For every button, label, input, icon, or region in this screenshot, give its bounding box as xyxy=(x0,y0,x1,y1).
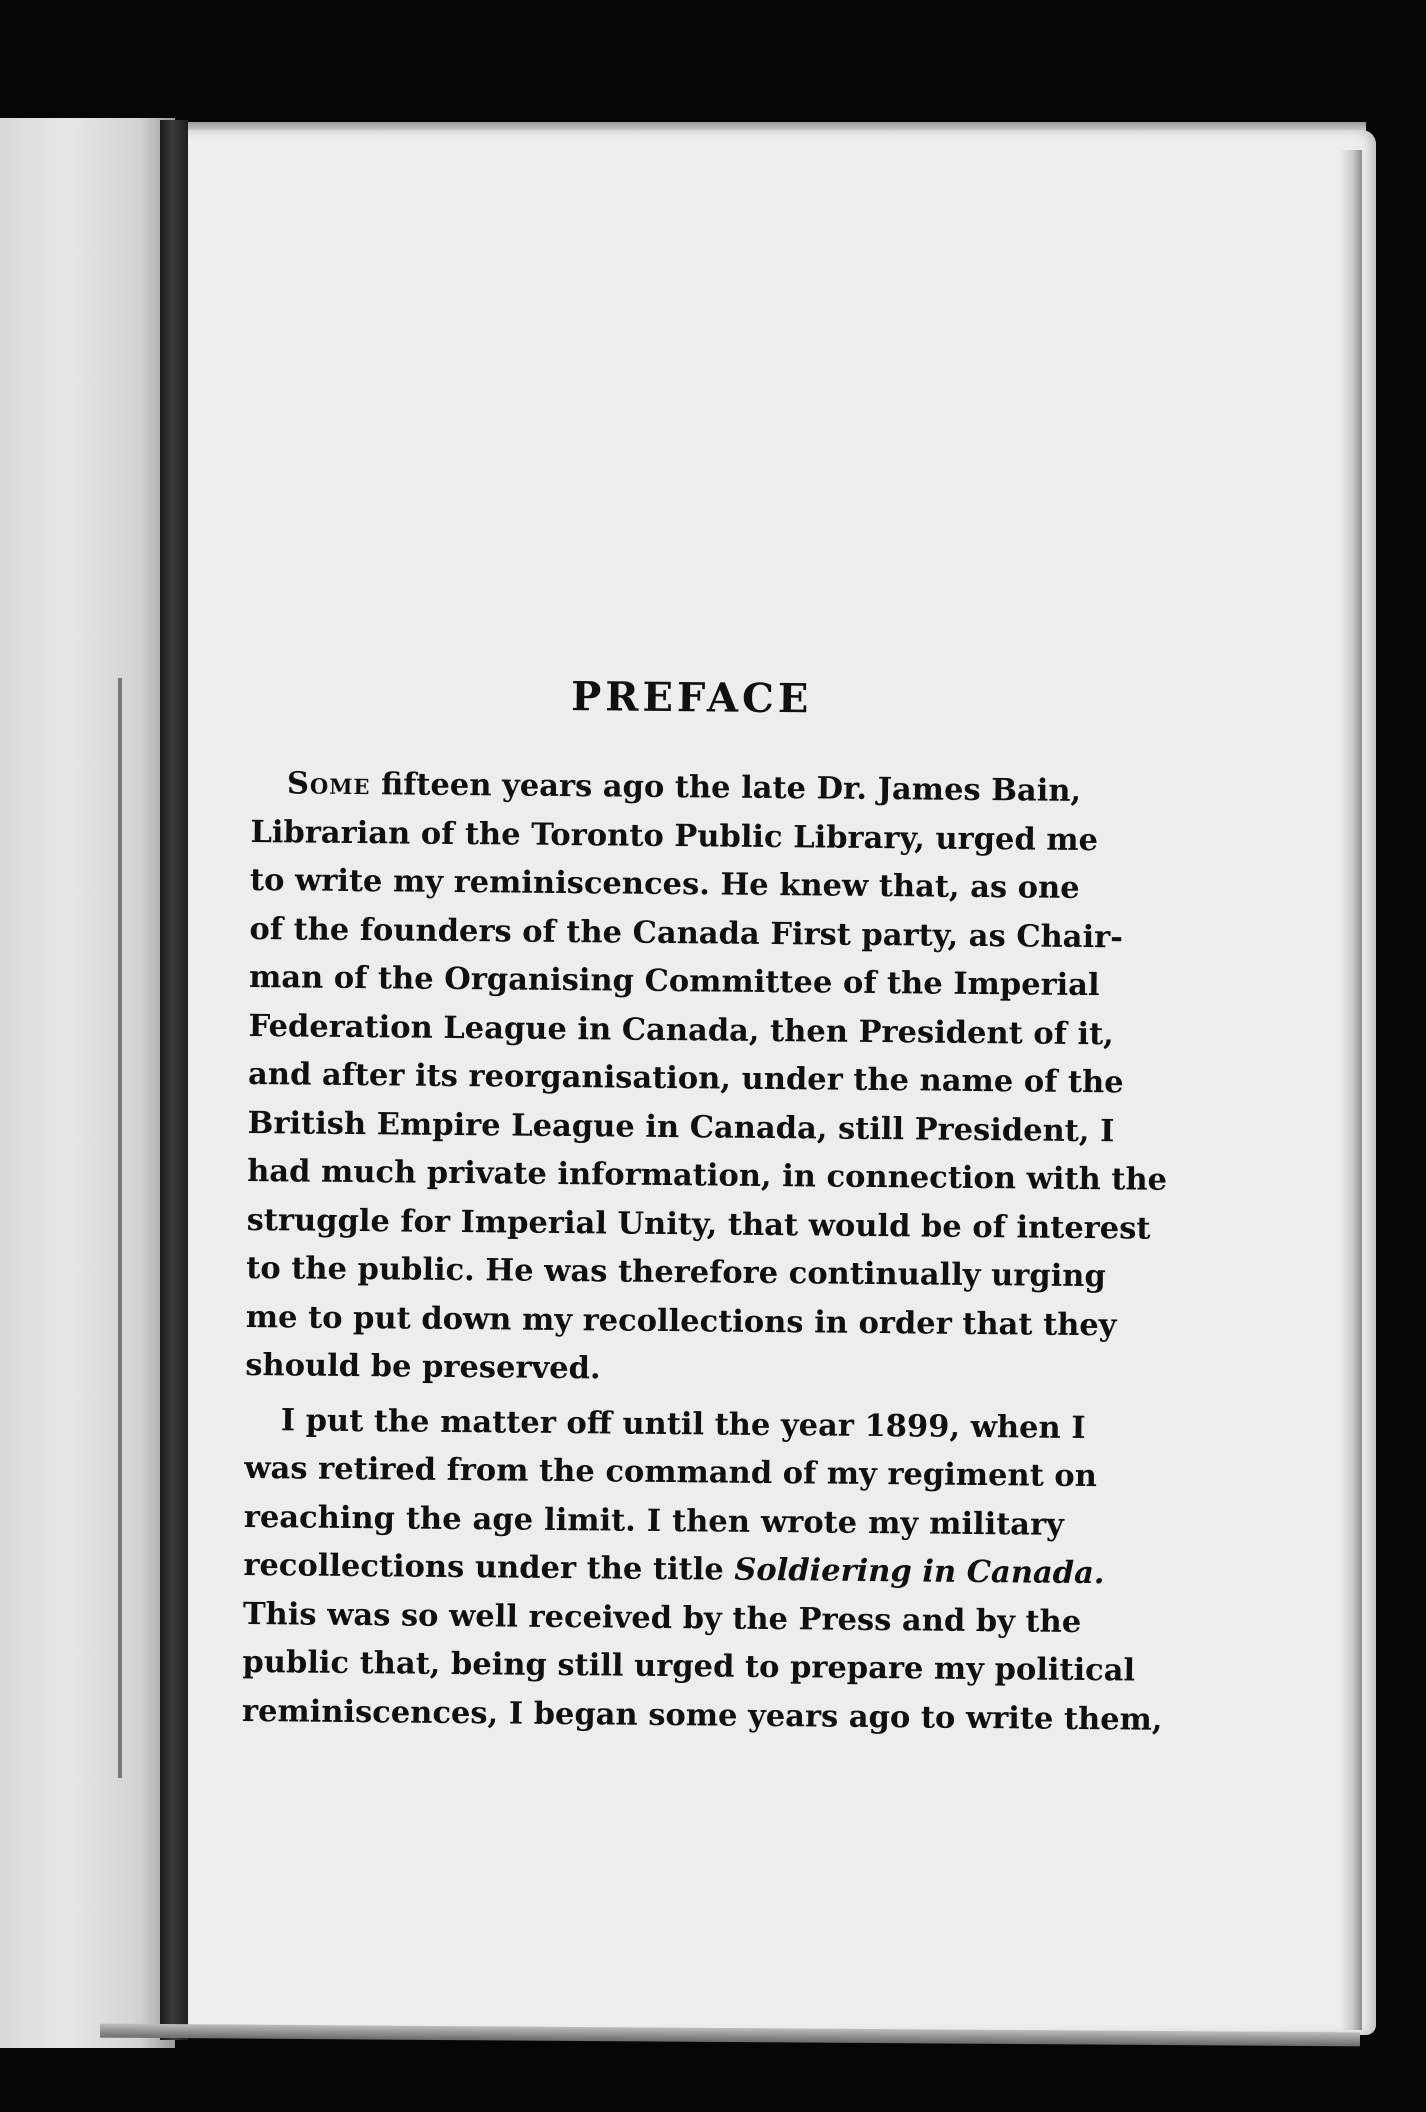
text-line: Federation League in Canada, then President of it, xyxy=(248,1007,1114,1052)
text-line: had much private information, in connection with the xyxy=(247,1152,1168,1198)
page-text-block xyxy=(241,670,1168,1743)
page-right-edge xyxy=(1340,150,1362,2030)
text-line: public that, being still urged to prepare my political xyxy=(242,1643,1136,1689)
chapter-title: PREFACE xyxy=(570,673,813,723)
text-line: was retired from the command of my regiment on xyxy=(244,1449,1098,1495)
text-line: reaching the age limit. I then wrote my military xyxy=(243,1498,1065,1543)
paragraph-2 xyxy=(241,1395,1163,1742)
text-line: to write my reminiscences. He knew that, as one xyxy=(249,861,1080,906)
text-line: Librarian of the Toronto Public Library, urged me xyxy=(250,813,1099,858)
facing-page-edge xyxy=(0,118,175,2048)
text-line: reminiscences, I began some years ago to write them, xyxy=(241,1692,1163,1738)
book-title: Soldiering in Canada. xyxy=(734,1551,1105,1592)
text-line: British Empire League in Canada, still President, I xyxy=(247,1104,1115,1149)
text-line: struggle for Imperial Unity, that would be of interest xyxy=(246,1201,1151,1247)
text-line: should be preserved. xyxy=(245,1346,601,1387)
text-line xyxy=(251,759,1082,815)
text-line: of the founders of the Canada First party, as Chair- xyxy=(249,910,1124,955)
line-text: fifteen years ago the late Dr. James Bain, xyxy=(370,766,1082,809)
text-line: This was so well received by the Press and by the xyxy=(242,1595,1082,1640)
text-line: I put the matter off until the year 1899, when I xyxy=(280,1401,1086,1446)
text-line xyxy=(243,1541,1105,1597)
text-line: me to put down my recollections in order that they xyxy=(245,1298,1117,1343)
book-spine xyxy=(160,120,188,2040)
paragraph-1 xyxy=(245,759,1168,1397)
lead-word: Some xyxy=(286,765,371,803)
line-text: recollections under the title xyxy=(243,1546,735,1588)
text-line: man of the Organising Committee of the Imperial xyxy=(248,958,1100,1004)
text-line: to the public. He was therefore continually urging xyxy=(246,1249,1106,1295)
text-line: and after its reorganisation, under the name of the xyxy=(247,1055,1124,1101)
